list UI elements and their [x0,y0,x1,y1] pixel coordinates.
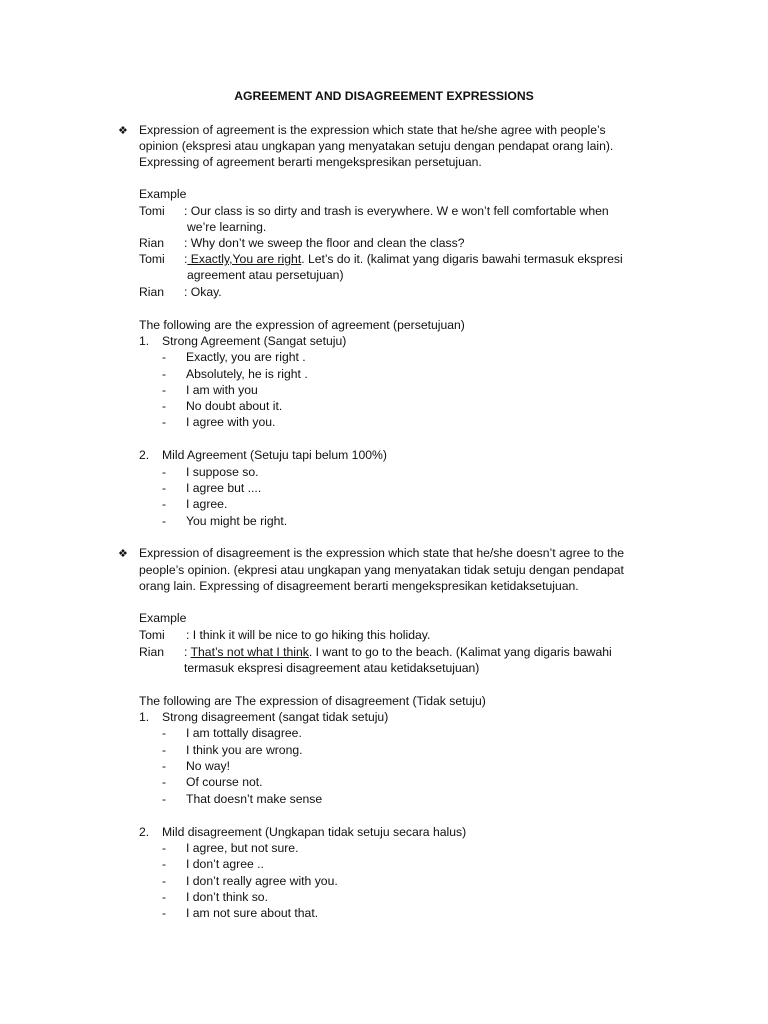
dialogue-line: : I think it will be nice to go hiking this holiday. [186,628,431,642]
dialogue-rest: . I want to go to the beach. (Kalimat yang digaris bawahi [308,645,612,659]
list-dash: - [162,759,167,773]
dialogue-rest: . Let’s do it. (kalimat yang digaris bawahi termasuk ekspresi [301,252,623,266]
disagreement-intro-line-2: people’s opinion. (ekpresi atau ungkapan yang menyatakan tidak setuju dengan pendapat [139,563,624,577]
list-dash: - [162,726,167,740]
disagreement-intro-line-3: orang lain. Expressing of disagreement berarti mengekspresikan ketidaksetujuan. [139,579,579,593]
speaker-name: Rian [139,645,165,659]
disagreement-intro-line-1: Expression of disagreement is the expression which state that he/she doesn’t agree to the [139,546,625,560]
list-item: I agree with you. [186,415,276,429]
list-item: You might be right. [186,514,288,528]
list-dash: - [162,465,167,479]
list-dash: - [162,743,167,757]
list-item: I am tottally disagree. [186,726,302,740]
list-item: Exactly, you are right . [186,350,306,364]
speaker-name: Tomi [139,628,165,642]
list-dash: - [162,775,167,789]
list-dash: - [162,399,167,413]
list-dash: - [162,890,167,904]
dialogue-line-continued: agreement atau persetujuan) [187,268,344,282]
list-number: 2. [139,825,150,839]
list-dash: - [162,415,167,429]
list-item: I don’t think so. [186,890,268,904]
list-item: I don’t agree .. [186,857,264,871]
dialogue-line-continued: termasuk ekspresi disagreement atau ketidaksetujuan) [184,661,480,675]
speaker-name: Tomi [139,204,165,218]
list-item: No doubt about it. [186,399,283,413]
underlined-disagreement-expression: That’s not what I think [190,645,309,659]
list-item: I agree. [186,497,228,511]
speaker-name: Tomi [139,252,165,266]
agreement-example-label: Example [139,187,187,201]
agreement-intro-line-2: opinion (ekspresi atau ungkapan yang menyatakan setuju dengan pendapat orang lain). [139,139,614,153]
list-dash: - [162,383,167,397]
list-item: I agree but .... [186,481,262,495]
list-number: 1. [139,334,150,348]
list-dash: - [162,367,167,381]
list-dash: - [162,857,167,871]
disagreement-list-intro: The following are The expression of disagreement (Tidak setuju) [139,694,486,708]
list-dash: - [162,906,167,920]
list-dash: - [162,497,167,511]
diamond-bullet-icon: ❖ [118,548,128,560]
list-number: 2. [139,448,150,462]
mild-disagreement-heading: Mild disagreement (Ungkapan tidak setuju secara halus) [162,825,467,839]
strong-disagreement-heading: Strong disagreement (sangat tidak setuju) [162,710,389,724]
diamond-bullet-icon: ❖ [118,125,128,137]
list-item: I agree, but not sure. [186,841,299,855]
list-item: No way! [186,759,231,773]
dialogue-colon: : [184,645,191,659]
speaker-name: Rian [139,285,165,299]
list-dash: - [162,514,167,528]
agreement-intro-line-3: Expressing of agreement berarti mengekspresikan persetujuan. [139,155,482,169]
agreement-list-intro: The following are the expression of agreement (persetujuan) [139,318,465,332]
mild-agreement-heading: Mild Agreement (Setuju tapi belum 100%) [162,448,387,462]
list-item: I am not sure about that. [186,906,319,920]
disagreement-example-label: Example [139,611,187,625]
list-dash: - [162,481,167,495]
agreement-intro-line-1: Expression of agreement is the expression which state that he/she agree with people’s [139,123,606,137]
list-number: 1. [139,710,150,724]
underlined-agreement-expression: Exactly,You are right [187,252,302,266]
list-dash: - [162,841,167,855]
list-item: Absolutely, he is right . [186,367,308,381]
dialogue-line: : Why don’t we sweep the floor and clean the class? [184,236,465,250]
strong-agreement-heading: Strong Agreement (Sangat setuju) [162,334,347,348]
list-item: I suppose so. [186,465,259,479]
dialogue-line [184,251,623,267]
list-item: That doesn’t make sense [186,792,323,806]
list-dash: - [162,792,167,806]
dialogue-line: : Our class is so dirty and trash is everywhere. W e won’t fell comfortable when [184,204,609,218]
list-item: I don’t really agree with you. [186,874,338,888]
speaker-name: Rian [139,236,165,250]
list-item: I think you are wrong. [186,743,303,757]
dialogue-line [184,644,612,660]
dialogue-line: : Okay. [184,285,222,299]
list-dash: - [162,874,167,888]
list-dash: - [162,350,167,364]
list-item: I am with you [186,383,258,397]
dialogue-colon: : [184,252,188,266]
list-item: Of course not. [186,775,263,789]
document-title: AGREEMENT AND DISAGREEMENT EXPRESSIONS [234,89,534,103]
dialogue-line-continued: we’re learning. [187,220,267,234]
